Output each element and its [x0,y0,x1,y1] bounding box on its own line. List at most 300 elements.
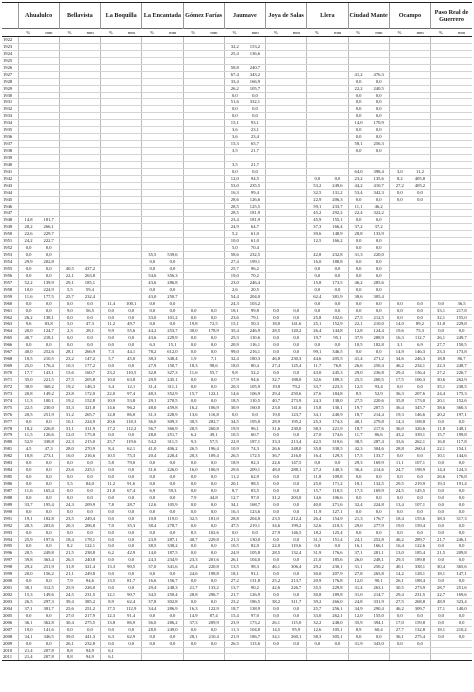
percent-cell: 0,0 [59,474,80,481]
mm-cell: 96,2 [245,265,266,272]
percent-cell: 29,4 [389,370,410,377]
percent-cell: 20,1 [224,481,245,488]
table-row [2,134,472,141]
percent-cell: 18,8 [431,356,452,363]
percent-cell: 0,0 [431,529,452,536]
mm-cell [369,50,390,57]
mm-cell: 0,0 [204,550,225,557]
percent-cell: 25,7 [307,605,328,612]
percent-cell [307,168,328,175]
percent-cell [18,57,39,64]
table-row [2,217,472,224]
mm-cell [121,238,142,245]
mm-cell: 273,1 [39,453,60,460]
mm-cell: 326,6 [410,425,431,432]
percent-cell: 37,2 [348,224,369,231]
mm-cell [327,37,348,44]
mm-cell: 97,0 [245,494,266,501]
percent-cell: 18,2 [307,529,328,536]
percent-cell: 9,3 [183,439,204,446]
percent-cell [224,654,245,661]
percent-cell: 39,0 [59,633,80,640]
mm-cell: 155,6 [410,515,431,522]
percent-cell [101,113,122,120]
year-cell: 1926 [2,64,18,71]
mm-cell: 249,8 [80,571,101,578]
percent-cell [183,37,204,44]
mm-cell [121,175,142,182]
mm-cell [204,238,225,245]
mm-cell [327,43,348,50]
percent-cell: 20,0 [18,571,39,578]
mm-unit-label: mm [80,29,101,37]
percent-cell [183,50,204,57]
percent-cell: 25,2 [266,578,287,585]
percent-cell: 16,4 [307,453,328,460]
mm-cell: 0,0 [162,321,183,328]
percent-cell: 48,9 [431,598,452,605]
mm-cell: 0,0 [39,265,60,272]
mm-cell [410,279,431,286]
mm-cell: 360,2 [39,383,60,390]
mm-cell: 172,5 [245,453,266,460]
mm-cell: 0,0 [286,592,307,599]
percent-cell: 29,9 [18,259,39,266]
percent-cell: 38,3 [431,515,452,522]
mm-cell [410,231,431,238]
percent-cell [389,85,410,92]
percent-cell [307,106,328,113]
percent-cell: 24,3 [307,397,328,404]
mm-cell: 126,6 [245,196,266,203]
percent-cell [183,196,204,203]
percent-cell [142,134,163,141]
percent-cell: 33,7 [307,383,328,390]
percent-cell [389,259,410,266]
percent-cell: 22,1 [348,321,369,328]
year-cell: 1959 [2,293,18,300]
percent-cell: 21,7 [431,536,452,543]
percent-cell: 10,5 [101,453,122,460]
mm-cell [39,175,60,182]
percent-cell: 36,0 [142,619,163,626]
mm-cell [39,57,60,64]
percent-cell [389,154,410,161]
mm-cell [162,231,183,238]
mm-cell [80,71,101,78]
percent-cell: 27,8 [348,571,369,578]
percent-cell [183,161,204,168]
table-row [2,487,472,494]
percent-cell: 27,2 [389,182,410,189]
mm-cell: 195,2 [286,418,307,425]
mm-cell: 263,1 [369,585,390,592]
mm-cell [286,64,307,71]
mm-cell [39,64,60,71]
mm-cell: 0,0 [286,536,307,543]
mm-cell: 345,7 [410,404,431,411]
mm-cell [39,43,60,50]
mm-cell: 381,9 [327,293,348,300]
mm-cell: 177,2 [80,363,101,370]
percent-cell: 28,8 [183,592,204,599]
percent-cell: 3,5 [224,148,245,155]
percent-cell: 0,0 [307,272,328,279]
mm-cell [204,64,225,71]
percent-cell: 0,0 [18,418,39,425]
mm-cell: 219,1 [245,522,266,529]
percent-cell [142,148,163,155]
percent-cell: 0,0 [101,515,122,522]
mm-cell: 309,3 [162,418,183,425]
mm-cell: 0,0 [410,300,431,307]
percent-cell: 10,3 [59,363,80,370]
mm-cell [410,85,431,92]
table-row [2,501,472,508]
mm-cell: 0,0 [327,272,348,279]
mm-cell: 365,6 [451,564,472,571]
mm-cell: 0,0 [162,474,183,481]
percent-cell: 16,3 [224,189,245,196]
percent-cell: 31,3 [142,411,163,418]
percent-cell [183,154,204,161]
mm-cell [286,654,307,661]
percent-cell: 28,3 [18,522,39,529]
mm-cell: 216,6 [80,453,101,460]
mm-cell: 44,8 [204,494,225,501]
mm-cell: 331,9 [369,598,390,605]
mm-cell [369,64,390,71]
table-row [2,647,472,654]
mm-cell: 141,6 [39,626,60,633]
mm-cell: 122,1 [80,543,101,550]
year-cell: 1952 [2,245,18,252]
percent-cell [224,647,245,654]
percent-cell: 16,0 [307,259,328,266]
mm-cell [451,175,472,182]
percent-cell: 33,3 [266,439,287,446]
percent-cell: 22,6 [18,231,39,238]
percent-cell: 33,6 [389,439,410,446]
mm-cell: 0,0 [39,578,60,585]
mm-cell: 35,3 [121,522,142,529]
percent-cell: 16,2 [183,404,204,411]
percent-cell: 38,9 [18,383,39,390]
percent-cell: 16,1 [348,543,369,550]
percent-cell: 22,9 [224,439,245,446]
percent-cell: 0,0 [183,314,204,321]
percent-cell: 20,3 [183,453,204,460]
percent-cell [266,148,287,155]
percent-cell: 11,6 [18,293,39,300]
mm-cell [451,259,472,266]
percent-cell [59,64,80,71]
mm-cell [327,647,348,654]
mm-cell: 306,4 [286,564,307,571]
percent-cell: 41,2 [348,71,369,78]
percent-cell [101,85,122,92]
mm-cell [80,134,101,141]
percent-cell: 1,9 [183,356,204,363]
mm-cell: 83,5 [245,487,266,494]
percent-cell: 0,0 [142,529,163,536]
percent-cell [18,141,39,148]
percent-cell: 19,0 [224,272,245,279]
percent-cell: 0,0 [183,487,204,494]
mm-cell [410,245,431,252]
percent-cell [266,78,287,85]
mm-cell: 236,8 [369,370,390,377]
percent-cell [183,231,204,238]
mm-cell: 74,3 [245,446,266,453]
percent-cell: 0,0 [18,460,39,467]
percent-cell [266,286,287,293]
percent-cell: 31,6 [266,425,287,432]
mm-cell: 0,0 [204,598,225,605]
mm-cell [410,64,431,71]
station-header: Ahualulco [18,3,59,29]
percent-cell [59,99,80,106]
mm-cell [451,210,472,217]
percent-cell: 36,1 [18,619,39,626]
percent-cell: 36,0 [389,425,410,432]
mm-cell: 321,4 [80,564,101,571]
percent-cell: 0,0 [266,349,287,356]
percent-cell: 39,2 [307,598,328,605]
percent-cell: 8,7 [224,487,245,494]
mm-cell: 0,0 [80,460,101,467]
mm-cell [451,203,472,210]
mm-cell: 0,0 [204,626,225,633]
mm-cell: 209,9 [80,501,101,508]
mm-cell: 207,8 [39,654,60,661]
percent-cell: 35,5 [142,252,163,259]
mm-unit-label: mm [410,29,431,37]
percent-cell: 0,0 [348,134,369,141]
year-cell: 1950 [2,231,18,238]
percent-cell [307,50,328,57]
percent-cell: 24,1 [348,536,369,543]
percent-cell: 10,9 [224,446,245,453]
mm-unit-label: mm [286,29,307,37]
mm-cell: 166,9 [245,78,266,85]
percent-cell [266,99,287,106]
mm-cell [410,120,431,127]
percent-cell: 30,4 [431,564,452,571]
mm-cell: 203,0 [286,494,307,501]
mm-cell: 222,7 [39,238,60,245]
mm-cell [204,196,225,203]
percent-cell: 54,2 [142,439,163,446]
mm-cell: 0,0 [286,474,307,481]
percent-cell: 46,2 [389,363,410,370]
mm-cell: 0,0 [369,127,390,134]
mm-cell: 101,2 [162,314,183,321]
mm-cell: 0,0 [204,314,225,321]
percent-cell: 11,3 [18,397,39,404]
mm-cell: 89,2 [410,321,431,328]
percent-cell: 40,5 [59,265,80,272]
percent-cell [142,189,163,196]
year-cell: 2000 [2,578,18,585]
mm-cell [80,238,101,245]
mm-cell [80,57,101,64]
mm-cell: 212,5 [369,314,390,321]
percent-cell [142,217,163,224]
mm-cell: 57,5 [204,439,225,446]
mm-cell [121,217,142,224]
percent-cell [101,245,122,252]
mm-cell: 94,6 [80,578,101,585]
percent-unit-label: % [18,29,39,37]
mm-cell: 220,8 [204,564,225,571]
percent-cell: 21,0 [307,557,328,564]
mm-cell [327,85,348,92]
mm-cell [80,99,101,106]
percent-cell: 18,0 [266,321,287,328]
percent-cell: 25,3 [307,418,328,425]
mm-cell: 459,8 [162,404,183,411]
percent-cell: 0,0 [183,383,204,390]
percent-cell [266,217,287,224]
mm-cell: 0,0 [369,272,390,279]
mm-cell: 94,6 [245,376,266,383]
mm-cell [286,175,307,182]
percent-cell: 29,6 [224,467,245,474]
mm-cell [327,168,348,175]
mm-cell: 342,3 [369,189,390,196]
percent-cell [431,245,452,252]
table-row [2,612,472,619]
percent-cell: 0,0 [18,307,39,314]
mm-cell: 23,4 [245,134,266,141]
percent-cell: 11,5 [18,432,39,439]
table-row [2,481,472,488]
mm-cell [327,154,348,161]
percent-cell [266,37,287,44]
year-cell: 1973 [2,390,18,397]
table-row [2,245,472,252]
mm-cell [327,120,348,127]
mm-cell [451,85,472,92]
mm-cell: 0,0 [410,612,431,619]
mm-cell [204,300,225,307]
mm-cell: 82,0 [245,543,266,550]
percent-cell: 0,0 [142,508,163,515]
percent-cell: 12,0 [348,578,369,585]
year-cell: 1936 [2,134,18,141]
mm-cell: 141,6 [286,321,307,328]
percent-cell [389,127,410,134]
percent-cell: 9,9 [101,328,122,335]
percent-cell [348,57,369,64]
year-cell: 1947 [2,210,18,217]
percent-cell: 36,4 [348,467,369,474]
mm-cell [80,148,101,155]
percent-cell [101,286,122,293]
mm-cell: 250,4 [162,592,183,599]
year-cell: 1954 [2,259,18,266]
mm-cell [204,293,225,300]
mm-cell: 60,4 [369,626,390,633]
table-row [2,161,472,168]
mm-cell [162,182,183,189]
mm-cell: 286,2 [162,619,183,626]
mm-cell [286,154,307,161]
percent-cell [59,238,80,245]
mm-cell [162,224,183,231]
percent-cell [431,203,452,210]
mm-cell [121,37,142,44]
percent-cell: 3,6 [224,127,245,134]
mm-cell: 195,0 [245,418,266,425]
mm-cell: 322,2 [369,210,390,217]
mm-cell: 138,1 [39,314,60,321]
mm-cell: 103,2 [245,300,266,307]
year-cell: 1962 [2,314,18,321]
percent-unit-label: % [142,29,163,37]
percent-cell [431,127,452,134]
percent-cell [59,231,80,238]
percent-cell: 32,5 [183,515,204,522]
mm-cell [204,654,225,661]
mm-cell [451,182,472,189]
percent-cell: 17,7 [18,370,39,377]
percent-cell [183,647,204,654]
mm-cell: 0,0 [39,245,60,252]
percent-cell: 20,1 [431,397,452,404]
percent-cell: 26,0 [348,557,369,564]
percent-cell: 0,0 [348,300,369,307]
mm-cell: 119,0 [162,515,183,522]
mm-cell: 0,0 [121,640,142,647]
percent-cell: 21,4 [18,647,39,654]
mm-cell [121,99,142,106]
mm-cell: 130,1 [327,404,348,411]
mm-cell [121,71,142,78]
percent-cell: 33,0 [142,314,163,321]
mm-cell [162,43,183,50]
mm-cell [39,120,60,127]
mm-cell: 181,0 [204,515,225,522]
percent-cell: 0,0 [18,543,39,550]
percent-cell [307,78,328,85]
percent-cell: 43,6 [142,279,163,286]
mm-cell: 226,8 [39,425,60,432]
mm-cell: 398,4 [369,168,390,175]
mm-cell [286,148,307,155]
mm-cell: 169,6 [451,592,472,599]
percent-cell: 20,5 [18,550,39,557]
table-row [2,432,472,439]
percent-cell: 31,0 [348,592,369,599]
percent-cell: 0,0 [18,265,39,272]
percent-cell: 0,0 [18,640,39,647]
percent-cell: 20,3 [224,383,245,390]
percent-cell: 6,2 [101,550,122,557]
mm-cell: 67,4 [121,487,142,494]
percent-cell: 15,7 [431,432,452,439]
mm-cell [162,238,183,245]
percent-cell: 0,0 [142,300,163,307]
percent-cell: 14,0 [142,550,163,557]
percent-cell [59,245,80,252]
percent-cell: 27,6 [307,390,328,397]
year-cell: 1931 [2,99,18,106]
mm-cell [327,245,348,252]
percent-cell: 0,0 [18,481,39,488]
percent-cell: 11,4 [101,300,122,307]
